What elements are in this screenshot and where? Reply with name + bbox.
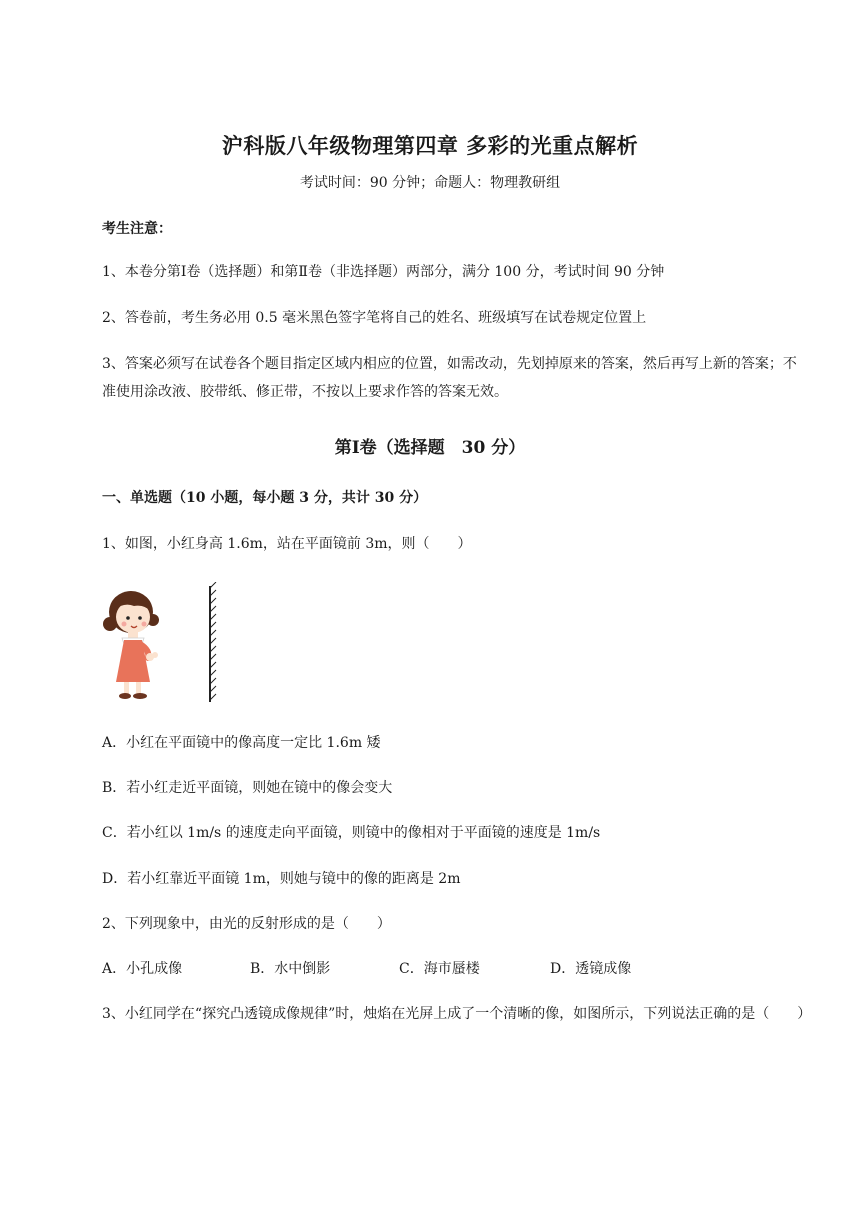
girl-mirror-figure: [100, 582, 230, 706]
notice-item-3: 3、答案必须写在试卷各个题目指定区域内相应的位置，如需改动，先划掉原来的答案，然后再写上新的答案；不准使用涂改液、胶带纸、修正带，不按以上要求作答的答案无效。: [102, 356, 797, 400]
question-1-option-a: A．小红在平面镜中的像高度一定比 1.6m 矮: [102, 735, 381, 751]
question-1-stem: 1、如图，小红身高 1.6m，站在平面镜前 3m，则（ ）: [102, 536, 472, 552]
question-1-option-c: C．若小红以 1m/s 的速度走向平面镜，则镜中的像相对于平面镜的速度是 1m/s: [102, 825, 601, 841]
question-2-stem: 2、下列现象中，由光的反射形成的是（ ）: [102, 916, 391, 932]
question-2-option-a: A．小孔成像: [102, 961, 183, 977]
page-subtitle: 考试时间：90 分钟；命题人：物理教研组: [299, 175, 561, 191]
question-3-stem: 3、小红同学在“探究凸透镜成像规律”时，烛焰在光屏上成了一个清晰的像，如图所示，下列说法正确的是（ ）: [102, 1006, 812, 1022]
question-2-option-d: D．透镜成像: [550, 961, 632, 977]
notice-item-1: 1、本卷分第Ⅰ卷（选择题）和第Ⅱ卷（非选择题）两部分，满分 100 分，考试时间 90 分钟: [102, 264, 665, 280]
question-1-option-b: B．若小红走近平面镜，则她在镜中的像会变大: [102, 780, 393, 796]
question-2-option-b: B．水中倒影: [250, 961, 331, 977]
girl-figure: [103, 591, 159, 699]
girl-mirror-illustration: [100, 582, 230, 706]
question-1-option-d: D．若小红靠近平面镜 1m，则她与镜中的像的距离是 2m: [102, 871, 461, 887]
part-heading: 一、单选题（10 小题，每小题 3 分，共计 30 分）: [102, 490, 428, 506]
question-2-option-c: C．海市蜃楼: [399, 961, 480, 977]
notice-heading: 考生注意：: [102, 221, 172, 237]
notice-item-2: 2、答卷前，考生务必用 0.5 毫米黑色签字笔将自己的姓名、班级填写在试卷规定位置上: [102, 310, 647, 326]
section-title: 第Ⅰ卷（选择题 30 分）: [334, 438, 526, 458]
page-title: 沪科版八年级物理第四章 多彩的光重点解析: [221, 133, 639, 158]
